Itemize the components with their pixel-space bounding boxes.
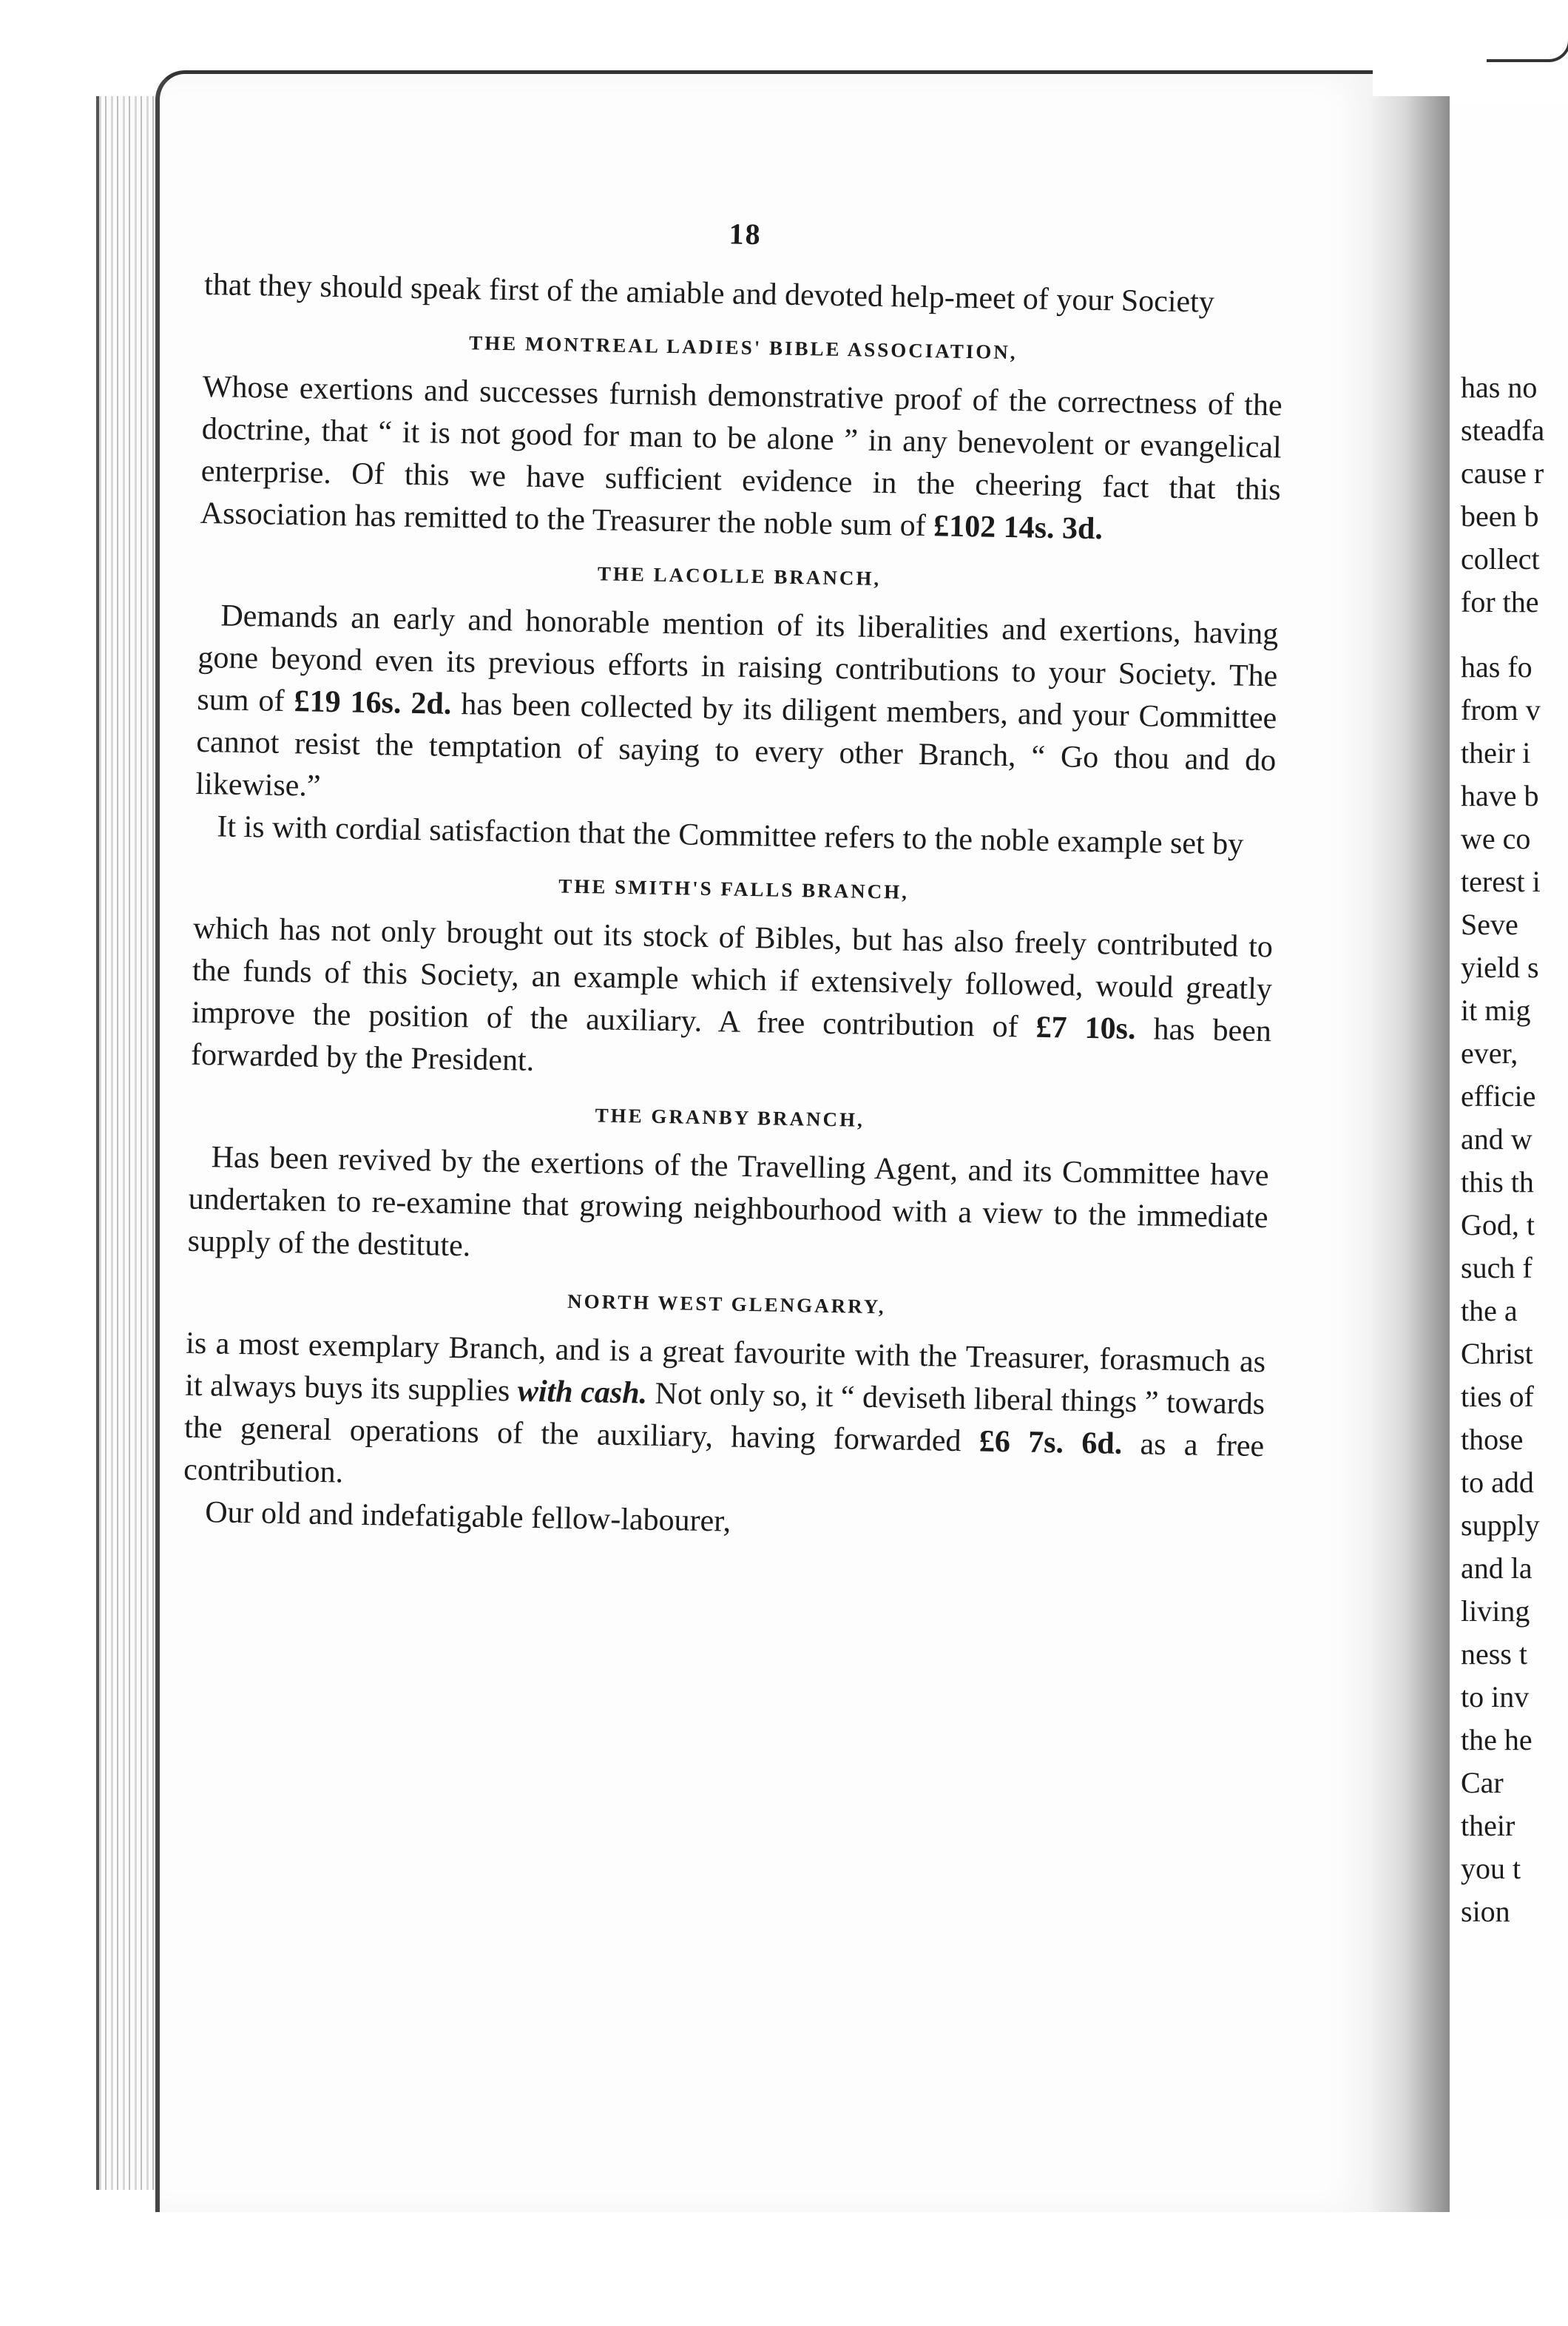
paragraph-text: which has not only brought out its stock of Bibles, but has also freely contributed to the funds of this Society, an example which if extensively followed, would greatly improve the position of the auxiliary. A free contribution of — [191, 911, 1274, 1045]
right-page-line: this th — [1461, 1165, 1534, 1199]
right-page-line: been b — [1461, 499, 1539, 533]
emphasized-text: £19 16s. 2d. — [294, 684, 452, 721]
paragraph-text: It is with cordial satisfaction that the Committee refers to the noble example set by — [217, 809, 1244, 862]
paragraph — [187, 1136, 1269, 1281]
section-heading: THE LACOLLE BRANCH, — [597, 562, 882, 590]
right-page-line: the he — [1461, 1723, 1532, 1756]
right-page-line: steadfa — [1461, 414, 1545, 447]
paragraph-text: Demands an early and honorable mention of its liberalities and exertions, having gone beyond even its previous efforts in raising contributions to your Society. The sum of — [197, 599, 1279, 719]
paragraph-text: Has been revived by the exertions of the Travelling Agent, and its Committee have undertaken to re-examine that growing neighbourhood with a view to the immediate supply of the destitute. — [187, 1140, 1269, 1264]
right-page-line: God, t — [1461, 1208, 1535, 1241]
paragraph-text: Whose exertions and successes furnish demonstrative proof of the correctness of the doctrine, that “ it is not good for man to be alone ” in any benevolent or evangelical enterprise. Of this we have sufficient evidence in the cheering fact that this Association has remitted to the Treasurer the noble sum of — [200, 369, 1283, 544]
right-page-line: supply — [1461, 1508, 1540, 1542]
right-page-line: terest i — [1461, 865, 1541, 898]
right-page-line: Seve — [1461, 908, 1518, 941]
text-blocks — [183, 264, 1285, 1552]
paragraph — [200, 366, 1283, 553]
right-page-line: for the — [1461, 585, 1539, 618]
paragraph-text: has been collected by its diligent members, and your Committee cannot resist the temptation of saying to every other Branch, “ Go thou and do likewise.” — [195, 687, 1277, 803]
right-page-line: their — [1461, 1809, 1515, 1842]
section-heading: THE GRANBY BRANCH, — [595, 1104, 865, 1131]
paragraph — [204, 264, 1285, 325]
paragraph — [195, 595, 1279, 824]
right-page-line: yield s — [1461, 951, 1539, 984]
right-page-line: have b — [1461, 779, 1539, 812]
right-page-line: has fo — [1461, 650, 1532, 684]
paragraph-text: Not only so, it “ deviseth liberal things ” towards the general operations of the auxiliary, having forwarded — [183, 1376, 1265, 1459]
right-page-line: efficie — [1461, 1079, 1536, 1113]
right-page-line: collect — [1461, 542, 1540, 576]
right-page-line: those — [1461, 1423, 1524, 1456]
right-page-line: and w — [1461, 1122, 1532, 1156]
emphasized-text: £102 14s. 3d. — [933, 509, 1104, 547]
paragraph — [191, 908, 1274, 1095]
right-page-line: to add — [1461, 1466, 1534, 1499]
right-page-line: Christ — [1461, 1337, 1533, 1370]
paragraph-text: Our old and indefatigable fellow-labourer, — [204, 1495, 731, 1539]
left-page-text — [183, 126, 1287, 1552]
right-page-line: living — [1461, 1594, 1530, 1628]
right-page-line: you t — [1461, 1852, 1521, 1885]
emphasized-text: £6 7s. 6d. — [979, 1424, 1123, 1461]
section-heading: THE SMITH'S FALLS BRANCH, — [558, 874, 910, 903]
right-page-line: sion — [1461, 1895, 1510, 1928]
paragraph-text: that they should speak first of the amiable and devoted help-meet of your Society — [203, 267, 1215, 320]
emphasized-text: with cash. — [517, 1374, 648, 1411]
right-page-line: such f — [1461, 1251, 1532, 1284]
right-page-line: ness t — [1461, 1637, 1527, 1671]
right-page-line: it mig — [1461, 994, 1531, 1027]
page-corner-mark — [1487, 0, 1568, 62]
right-page-line: and la — [1461, 1551, 1532, 1585]
paragraph-text: has been forwarded by the President. — [190, 1012, 1272, 1078]
book-gutter — [1368, 96, 1450, 2212]
paragraph — [183, 1323, 1266, 1510]
page-number: 18 — [729, 217, 762, 252]
right-page-line: the a — [1461, 1294, 1518, 1327]
right-page-line: Car — [1461, 1766, 1504, 1799]
right-page-line: ever, — [1461, 1036, 1518, 1070]
right-page-line: to inv — [1461, 1680, 1530, 1713]
paragraph-text: as a free contribution. — [183, 1426, 1265, 1490]
emphasized-text: £7 10s. — [1035, 1010, 1136, 1047]
right-page-line: from v — [1461, 693, 1541, 727]
paragraph-text: is a most exemplary Branch, and is a great favourite with the Treasurer, forasmuch as it always buys its supplies — [184, 1326, 1266, 1409]
right-page-line: cause r — [1461, 456, 1544, 490]
right-page-line: has no — [1461, 371, 1538, 404]
section-heading: NORTH WEST GLENGARRY, — [567, 1290, 886, 1318]
right-page-line: we co — [1461, 822, 1531, 855]
section-heading: THE MONTREAL LADIES' BIBLE ASSOCIATION, — [468, 331, 1018, 364]
right-page-line: ties of — [1461, 1380, 1534, 1413]
right-page-line: their i — [1461, 736, 1531, 769]
